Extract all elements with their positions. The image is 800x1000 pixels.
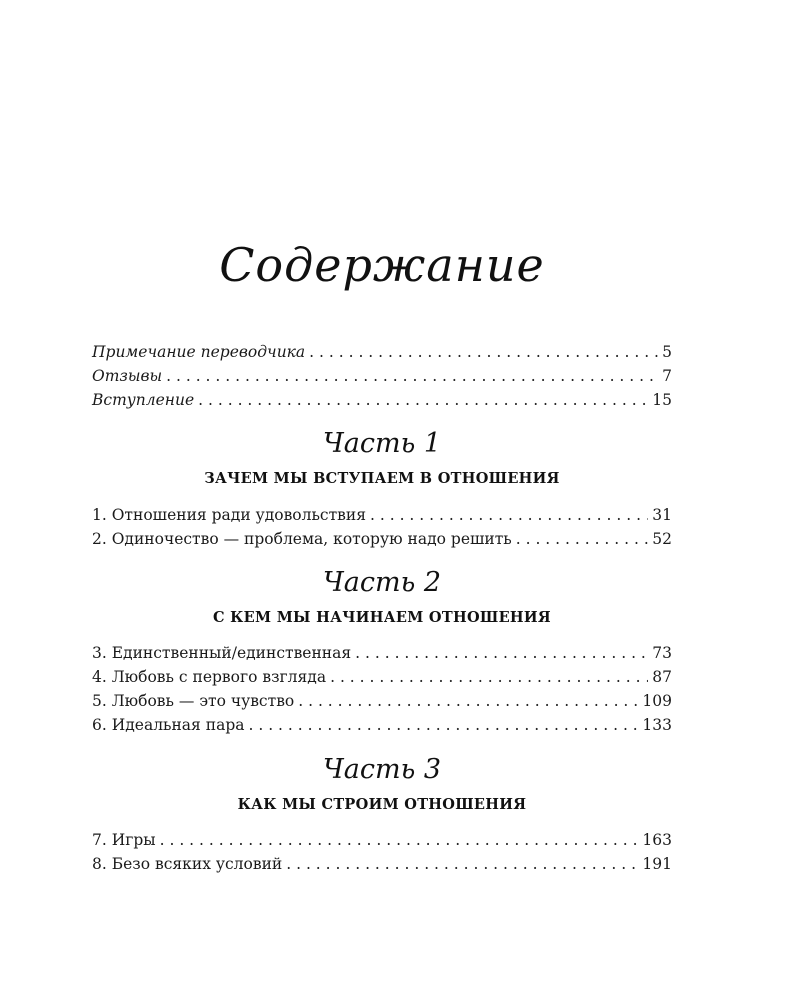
- toc-entry-page: 5: [662, 343, 672, 361]
- toc-entry-page: 133: [642, 716, 672, 734]
- part-subtitle: ЗАЧЕМ МЫ ВСТУПАЕМ В ОТНОШЕНИЯ: [204, 470, 560, 487]
- toc-entry-label: 2. Одиночество — проблема, которую надо решить: [92, 530, 512, 548]
- leader-dots: [330, 665, 648, 689]
- toc-entry-label: 7. Игры: [92, 831, 156, 849]
- leader-dots: [298, 689, 638, 713]
- leader-dots: [249, 713, 639, 737]
- page-title: Содержание: [219, 238, 545, 292]
- toc-entry-chapter-1[interactable]: [92, 503, 672, 527]
- toc-entry-chapter-4[interactable]: [92, 665, 672, 689]
- toc-entry-chapter-3[interactable]: [92, 641, 672, 665]
- toc-entry-label: Отзывы: [92, 367, 163, 385]
- toc-entry-label: 4. Любовь с первого взгляда: [92, 668, 327, 686]
- part-heading: Часть 2: [322, 567, 442, 598]
- toc-entry-page: 31: [652, 506, 672, 524]
- toc-entry-page: 73: [652, 644, 672, 662]
- toc-entry-label: 6. Идеальная пара: [92, 716, 245, 734]
- toc-entry-page: 7: [662, 367, 672, 385]
- leader-dots: [198, 388, 648, 412]
- toc-entry-label: Вступление: [92, 391, 195, 409]
- leader-dots: [309, 340, 658, 364]
- toc-entry-chapter-5[interactable]: [92, 689, 672, 713]
- toc-entry-page: 52: [652, 530, 672, 548]
- toc-entry-label: 5. Любовь — это чувство: [92, 692, 295, 710]
- toc-entry-introduction[interactable]: [92, 388, 672, 412]
- toc-entry-page: 109: [642, 692, 672, 710]
- toc-entry-page: 15: [652, 391, 672, 409]
- toc-entry-label: 8. Безо всяких условий: [92, 855, 283, 873]
- leader-dots: [166, 364, 658, 388]
- table-of-contents-page: [92, 0, 672, 1000]
- toc-entry-label: Примечание переводчика: [92, 343, 306, 361]
- toc-entry-page: 163: [642, 831, 672, 849]
- toc-entry-page: 191: [642, 855, 672, 873]
- leader-dots: [355, 641, 648, 665]
- toc-entry-label: 3. Единственный/единственная: [92, 644, 352, 662]
- part-heading: Часть 1: [322, 428, 442, 459]
- toc-entry-chapter-7[interactable]: [92, 828, 672, 852]
- toc-entry-label: 1. Отношения ради удовольствия: [92, 506, 367, 524]
- toc-entry-chapter-8[interactable]: [92, 852, 672, 876]
- part-subtitle: С КЕМ МЫ НАЧИНАЕМ ОТНОШЕНИЯ: [212, 609, 552, 626]
- leader-dots: [370, 503, 648, 527]
- toc-entry-translator-note[interactable]: [92, 340, 672, 364]
- part-heading: Часть 3: [322, 754, 442, 785]
- leader-dots: [286, 852, 638, 876]
- part-subtitle: КАК МЫ СТРОИМ ОТНОШЕНИЯ: [237, 796, 527, 813]
- toc-entry-chapter-6[interactable]: [92, 713, 672, 737]
- leader-dots: [516, 527, 649, 551]
- leader-dots: [160, 828, 639, 852]
- toc-entry-reviews[interactable]: [92, 364, 672, 388]
- toc-entry-chapter-2[interactable]: [92, 527, 672, 551]
- toc-entry-page: 87: [652, 668, 672, 686]
